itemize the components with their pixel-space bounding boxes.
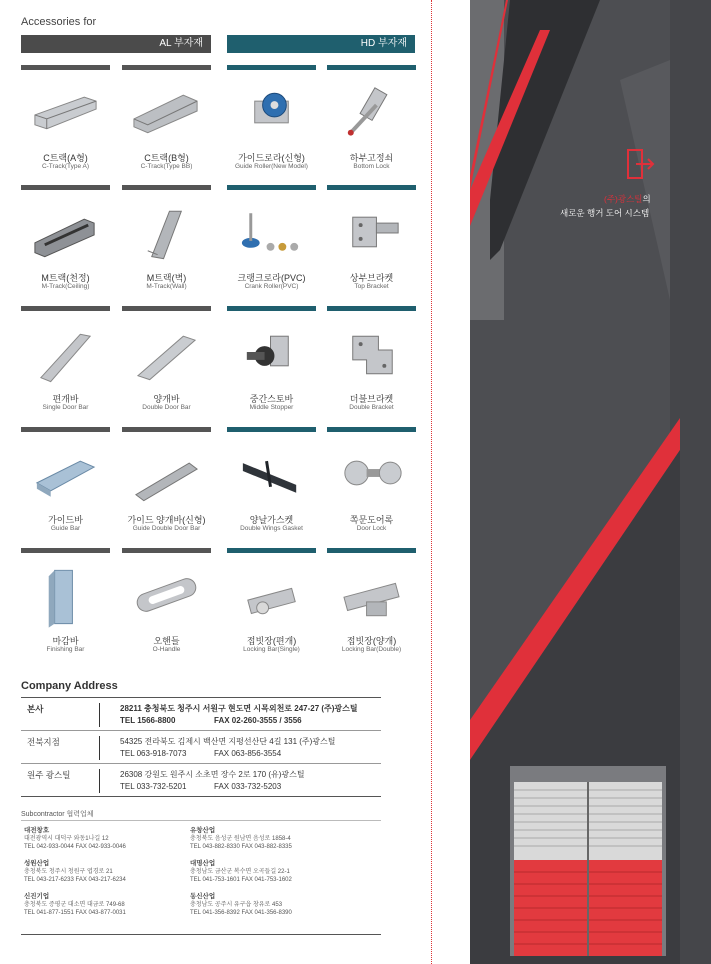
subcontractor-name: 신진기업	[24, 893, 50, 900]
product-name-ko: M트랙(벽)	[146, 273, 187, 283]
product-card-bar	[122, 306, 211, 311]
address-line: 54325 전라북도 김제시 백산면 지평선산단 4길 131 (주)광스틸	[120, 737, 336, 746]
double-bracket-icon	[333, 316, 410, 388]
product-name-ko: 더블브라켓	[349, 394, 394, 404]
brand-name: (주)광스틸	[604, 194, 643, 204]
subcontractor-name: 유창산업	[190, 827, 216, 834]
product-card	[122, 427, 211, 537]
product-card-bar	[327, 65, 416, 70]
subcontractor-contact: TEL 043-882-8330 FAX 043-882-8335	[190, 844, 292, 850]
subcontractor-title: Subcontractor 협력업체	[21, 811, 94, 818]
subcontractor-item	[24, 827, 126, 851]
product-name-en: Guide Roller(New Model)	[235, 163, 308, 170]
subcontractor-item	[190, 827, 292, 851]
product-name-ko: 가이드로라(신형)	[238, 153, 305, 163]
product-name-en: Double Wings Gasket	[240, 525, 303, 532]
product-card	[21, 306, 110, 416]
brand-tagline-suffix: 의	[642, 194, 651, 204]
product-name-en: Middle Stopper	[249, 404, 294, 411]
product-card	[327, 185, 416, 295]
product-card-bar	[21, 548, 110, 553]
product-name-en: Locking Bar(Double)	[341, 646, 402, 653]
subcontractor-address: 충청남도 공주시 유구읍 창유로 453	[190, 902, 283, 908]
brand-tagline-line1	[604, 193, 651, 205]
product-name-ko: 상부브라켓	[349, 273, 394, 283]
product-name-ko: C트랙(B형)	[144, 153, 189, 163]
product-card	[122, 548, 211, 658]
company-address-rule-top	[21, 697, 381, 698]
product-card	[21, 427, 110, 537]
brand-panel-art	[470, 0, 711, 964]
product-card-bar	[122, 185, 211, 190]
product-card	[227, 306, 316, 416]
product-name-en: M-Track(Ceiling)	[41, 283, 90, 290]
double-door-bar-icon	[128, 316, 205, 388]
product-name-ko: M트랙(천정)	[41, 273, 90, 283]
product-card	[327, 65, 416, 175]
m-track-wall-icon	[128, 195, 205, 267]
subcontractor-name: 성원산업	[24, 860, 50, 867]
subcontractor-contact: TEL 042-933-0044 FAX 042-933-0046	[24, 844, 126, 850]
address-contact	[120, 716, 302, 725]
product-card-bar	[21, 65, 110, 70]
brand-panel	[470, 0, 711, 964]
product-name-ko: 편개바	[52, 394, 79, 404]
product-name-ko: 접빗장(양개)	[346, 636, 397, 646]
product-name-ko: 접빗장(편개)	[246, 636, 297, 646]
address-divider	[99, 703, 100, 727]
product-name-ko: 마감바	[52, 636, 79, 646]
product-card	[122, 306, 211, 416]
product-card	[227, 185, 316, 295]
address-label: 전북지점	[27, 737, 60, 747]
subcontractor-item	[24, 860, 126, 884]
product-name-en: Guide Double Door Bar	[132, 525, 201, 532]
subcontractor-contact: TEL 041-753-1601 FAX 041-753-1602	[190, 877, 292, 883]
product-name-en: Top Bracket	[354, 283, 389, 290]
product-card	[327, 427, 416, 537]
company-address-rule	[21, 763, 381, 764]
address-line: 26308 강원도 원주시 소초면 장수 2로 170 (유)광스틸	[120, 770, 305, 779]
fax-number: FAX 02-260-3555 / 3556	[214, 716, 302, 725]
guide-roller-icon	[233, 75, 310, 147]
product-card-bar	[122, 548, 211, 553]
product-name-en: Door Lock	[356, 525, 387, 532]
brand-tagline-line2: 새로운 행거 도어 시스템	[560, 208, 650, 218]
company-address-rule-bottom	[21, 796, 381, 797]
product-card-bar	[227, 185, 316, 190]
product-card	[327, 548, 416, 658]
product-name-en: O-Handle	[152, 646, 181, 653]
product-card-bar	[227, 65, 316, 70]
subcontractor-item	[24, 893, 126, 917]
c-track-b-icon	[128, 75, 205, 147]
middle-stopper-icon	[233, 316, 310, 388]
locking-bar-single-icon	[233, 558, 310, 630]
product-card-bar	[21, 427, 110, 432]
product-card-bar	[122, 65, 211, 70]
subcontractor-address: 충청북도 음성군 원남면 음성로 1858-4	[190, 836, 291, 842]
product-card	[122, 185, 211, 295]
product-card-bar	[122, 427, 211, 432]
subcontractor-address: 충청북도 증평군 대소면 대금로 749-68	[24, 902, 125, 908]
product-name-ko: 양개바	[153, 394, 180, 404]
product-card-bar	[21, 306, 110, 311]
subcontractor-contact: TEL 041-356-8392 FAX 041-356-8390	[190, 910, 292, 916]
product-name-ko: 하부고정쇠	[349, 153, 394, 163]
product-card-bar	[327, 548, 416, 553]
company-address-title: Company Address	[21, 680, 118, 692]
product-card	[21, 185, 110, 295]
subcontractor-address: 충청남도 금산군 복수면 오곡들길 22-1	[190, 869, 290, 875]
product-card-bar	[327, 185, 416, 190]
subcontractor-contact: TEL 041-877-1551 FAX 043-877-0031	[24, 910, 126, 916]
guide-bar-icon	[27, 437, 104, 509]
tel-number: TEL 033-732-5201	[120, 782, 187, 791]
product-name-en: Finishing Bar	[46, 646, 85, 653]
product-name-en: M-Track(Wall)	[146, 283, 187, 290]
product-card	[21, 65, 110, 175]
subcontractor-rule-bottom	[21, 934, 381, 935]
o-handle-icon	[128, 558, 205, 630]
product-name-en: Guide Bar	[50, 525, 81, 532]
tel-number: TEL 1566-8800	[120, 716, 176, 725]
product-card	[21, 548, 110, 658]
product-name-ko: 가이드 양개바(신형)	[127, 515, 206, 525]
subcontractor-name: 동신산업	[190, 893, 216, 900]
product-card	[327, 306, 416, 416]
fax-number: FAX 063-856-3554	[214, 749, 282, 758]
page-title: Accessories for	[21, 16, 97, 28]
product-name-ko: 크랭크로라(PVC)	[237, 273, 306, 283]
product-name-ko: 오핸들	[153, 636, 180, 646]
door-lock-icon	[333, 437, 410, 509]
bottom-lock-icon	[333, 75, 410, 147]
address-label: 원주 광스틸	[27, 770, 71, 780]
al-section-header: AL 부자재	[21, 35, 211, 53]
subcontractor-item	[190, 893, 292, 917]
product-name-en: Single Door Bar	[42, 404, 89, 411]
single-door-bar-icon	[27, 316, 104, 388]
fold-line	[431, 0, 432, 964]
address-divider	[99, 736, 100, 760]
product-card	[227, 65, 316, 175]
address-contact	[120, 782, 282, 791]
product-card-bar	[227, 306, 316, 311]
product-name-en: C-Track(Type A)	[41, 163, 90, 170]
subcontractor-address: 대전광역시 대덕구 와동1나길 12	[24, 836, 109, 842]
product-card	[227, 548, 316, 658]
product-name-en: Double Door Bar	[142, 404, 191, 411]
finishing-bar-icon	[27, 558, 104, 630]
subcontractor-rule	[21, 820, 381, 821]
product-name-ko: 양날가스켓	[249, 515, 294, 525]
product-card-bar	[327, 427, 416, 432]
hd-section-header: HD 부자재	[227, 35, 415, 53]
subcontractor-item	[190, 860, 292, 884]
product-card	[227, 427, 316, 537]
crank-roller-icon	[233, 195, 310, 267]
product-name-en: Bottom Lock	[353, 163, 390, 170]
subcontractor-contact: TEL 043-217-6233 FAX 043-217-6234	[24, 877, 126, 883]
m-track-ceiling-icon	[27, 195, 104, 267]
product-card-bar	[227, 548, 316, 553]
product-name-en: Crank Roller(PVC)	[244, 283, 299, 290]
product-name-ko: 가이드바	[48, 515, 83, 525]
top-bracket-icon	[333, 195, 410, 267]
product-card-bar	[21, 185, 110, 190]
subcontractor-name: 대전창호	[24, 827, 50, 834]
c-track-a-icon	[27, 75, 104, 147]
fax-number: FAX 033-732-5203	[214, 782, 282, 791]
guide-double-door-bar-icon	[128, 437, 205, 509]
tel-number: TEL 063-918-7073	[120, 749, 187, 758]
address-line: 28211 충청북도 청주시 서원구 현도면 시목외천로 247-27 (주)광스틸	[120, 704, 358, 713]
product-name-ko: C트랙(A형)	[43, 153, 88, 163]
subcontractor-address: 충청북도 청주시 청원구 엽경로 21	[24, 869, 113, 875]
address-label: 본사	[27, 704, 44, 714]
product-name-en: Double Bracket	[349, 404, 394, 411]
product-name-en: C-Track(Type BB)	[140, 163, 193, 170]
product-card-bar	[227, 427, 316, 432]
address-divider	[99, 769, 100, 793]
address-contact	[120, 749, 282, 758]
product-card	[122, 65, 211, 175]
product-name-en: Locking Bar(Single)	[243, 646, 300, 653]
double-wings-gasket-icon	[233, 437, 310, 509]
product-card-bar	[327, 306, 416, 311]
company-address-rule	[21, 730, 381, 731]
locking-bar-double-icon	[333, 558, 410, 630]
subcontractor-name: 대명산업	[190, 860, 216, 867]
product-name-ko: 쪽문도어록	[349, 515, 394, 525]
product-name-ko: 중간스토바	[249, 394, 294, 404]
